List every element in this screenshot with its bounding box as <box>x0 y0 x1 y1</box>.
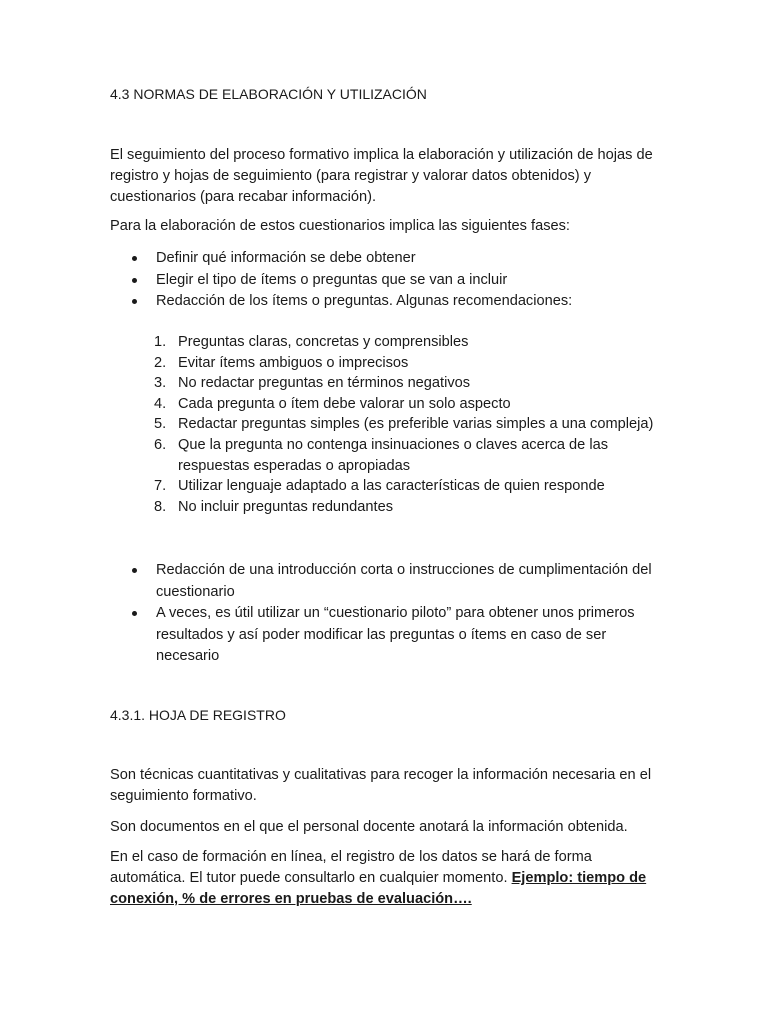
list-item <box>110 497 655 518</box>
list-item <box>110 414 655 435</box>
bullet-icon <box>132 256 137 261</box>
list-number: 6. <box>154 436 167 453</box>
subsection-title: 4.3.1. HOJA DE REGISTRO <box>110 707 286 723</box>
phases-intro: Para la elaboración de estos cuestionarios implica las siguientes fases: <box>110 218 570 234</box>
example-emphasis: Ejemplo: tiempo de conexión, % de errores en pruebas de evaluación…. <box>110 870 647 907</box>
list-item <box>110 270 655 292</box>
list-item-text: Evitar ítems ambiguos o imprecisos <box>178 354 409 371</box>
list-item-text: Definir qué información se debe obtener <box>156 250 416 266</box>
list-item-text: No redactar preguntas en términos negativos <box>178 375 471 392</box>
list-item-text: No incluir preguntas redundantes <box>178 498 393 515</box>
section-title: 4.3 NORMAS DE ELABORACIÓN Y UTILIZACIÓN <box>110 86 427 102</box>
list-item-text: Cada pregunta o ítem debe valorar un solo aspecto <box>178 395 511 412</box>
list-item-text: Preguntas claras, concretas y comprensibles <box>178 334 469 350</box>
list-number: 3. <box>154 375 167 392</box>
list-number: 1. <box>154 334 167 350</box>
list-number: 8. <box>154 498 167 515</box>
list-item-text: Redacción de los ítems o preguntas. Algunas recomendaciones: <box>156 293 573 309</box>
list-item <box>110 332 655 353</box>
list-item <box>110 291 655 313</box>
list-item-text: Utilizar lenguaje adaptado a las características de quien responde <box>178 478 605 495</box>
list-number: 7. <box>154 478 167 495</box>
list-number: 4. <box>154 395 167 412</box>
registro-paragraph-1: Son técnicas cuantitativas y cualitativas para recoger la información necesaria en el seguimiento formativo. <box>110 767 652 804</box>
phases-list-top <box>110 248 655 313</box>
list-item-text: Redactar preguntas simples (es preferible varias simples a una compleja) <box>178 416 654 433</box>
list-item-text: Redacción de una introducción corta o instrucciones de cumplimentación del cuestionario <box>156 562 652 600</box>
list-item <box>110 560 655 603</box>
list-item <box>110 603 655 668</box>
list-item <box>110 435 655 476</box>
list-item <box>110 248 655 270</box>
phases-list-bottom <box>110 560 655 668</box>
list-number: 5. <box>154 416 167 433</box>
list-item-text: A veces, es útil utilizar un “cuestionario piloto” para obtener unos primeros resultados y así poder modificar las preguntas o ítems en caso de ser necesario <box>156 605 635 664</box>
registro-paragraph-2: Son documentos en el que el personal docente anotará la información obtenida. <box>110 819 628 835</box>
list-item <box>110 394 655 415</box>
registro-paragraph-3-text: En el caso de formación en línea, el registro de los datos se hará de forma automática. El tutor puede consultarlo en cualquier momento. <box>110 849 592 886</box>
list-item <box>110 373 655 394</box>
list-item-text: Que la pregunta no contenga insinuaciones o claves acerca de las respuestas esperadas o apropiadas <box>178 436 608 474</box>
bullet-icon <box>132 299 137 304</box>
bullet-icon <box>132 611 137 616</box>
bullet-icon <box>132 278 137 283</box>
list-number: 2. <box>154 354 167 371</box>
intro-paragraph: El seguimiento del proceso formativo implica la elaboración y utilización de hojas de registro y hojas de seguimiento (para registrar y valorar datos obtenidos) y cuestionarios (para recabar información). <box>110 147 653 205</box>
registro-paragraph-3 <box>110 847 655 910</box>
list-item <box>110 476 655 497</box>
recommendations-list <box>110 332 655 517</box>
list-item-text: Elegir el tipo de ítems o preguntas que se van a incluir <box>156 271 508 288</box>
list-item <box>110 353 655 374</box>
bullet-icon <box>132 568 137 573</box>
